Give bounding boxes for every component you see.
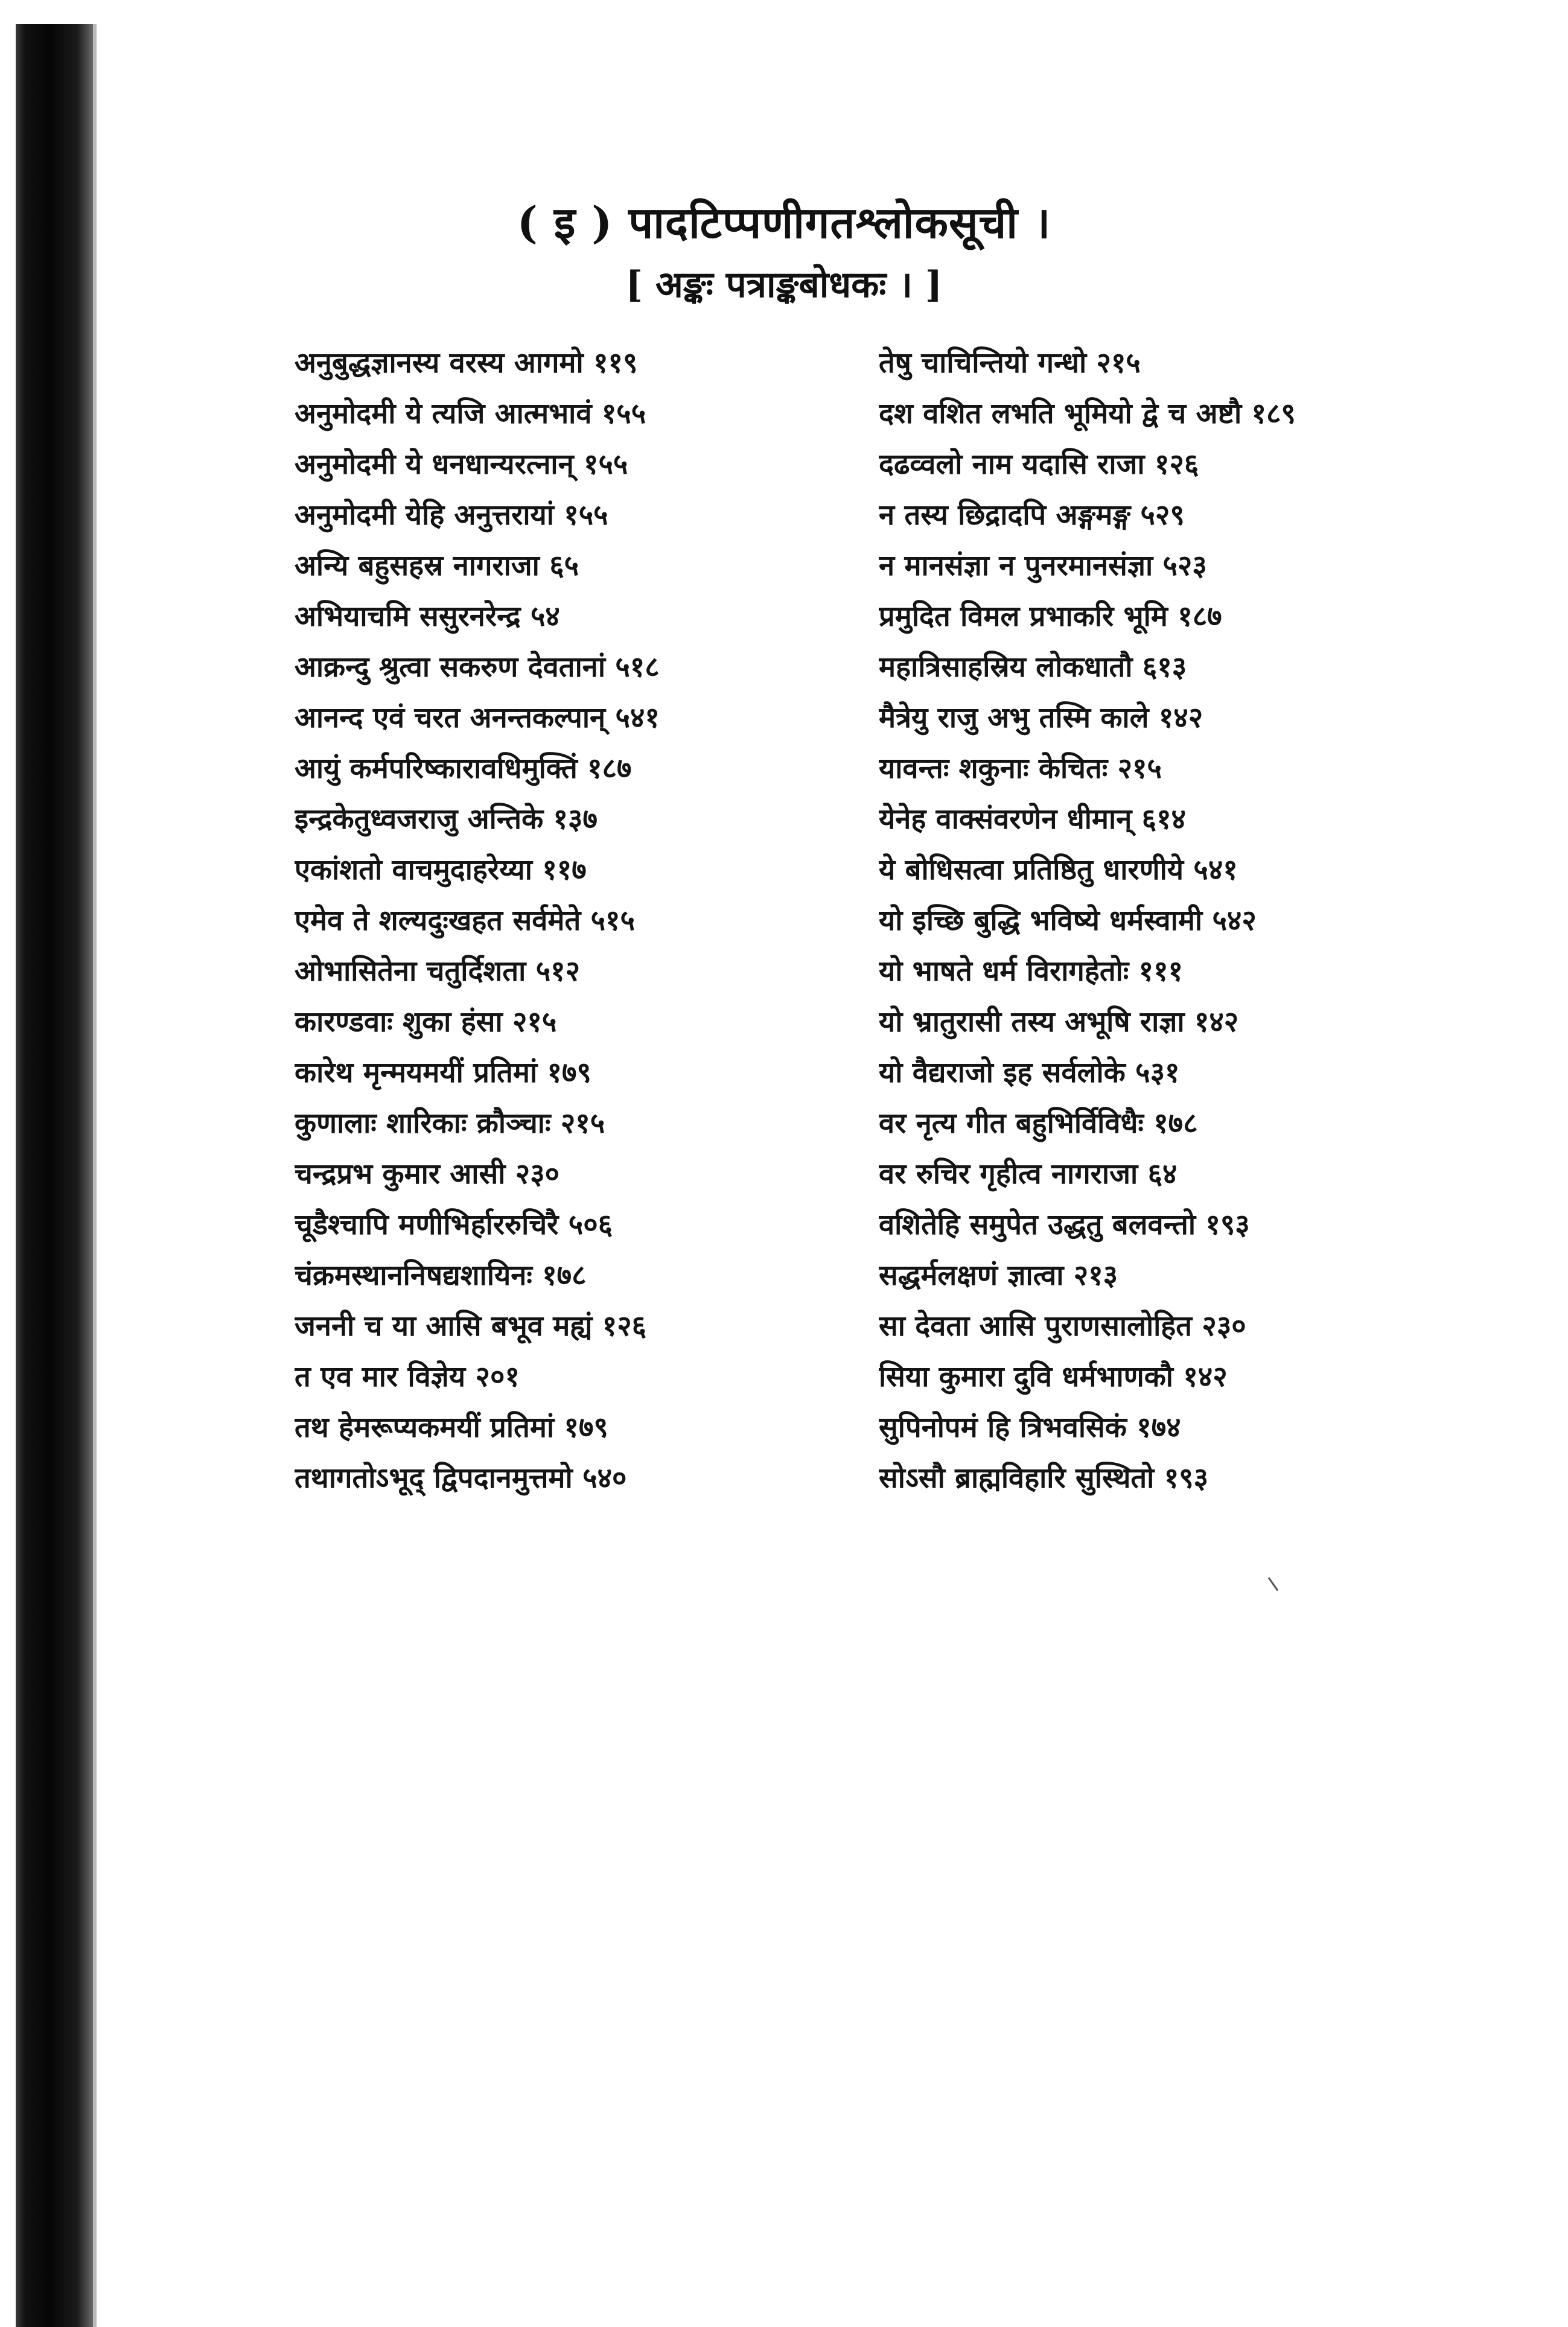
index-entry: प्रमुदित विमल प्रभाकरि भूमि १८७ <box>879 600 1222 633</box>
index-entry: इन्द्रकेतुध्वजराजु अन्तिके १३७ <box>295 803 598 836</box>
scan-mark <box>1268 1577 1278 1591</box>
index-entry: सद्धर्मलक्षणं ज्ञात्वा २१३ <box>879 1259 1118 1292</box>
index-entry: यो वैद्यराजो इह सर्वलोके ५३१ <box>879 1056 1180 1089</box>
index-entry: यो इच्छि बुद्धि भविष्ये धर्मस्वामी ५४२ <box>879 904 1257 937</box>
index-entry: अनुमोदमी ये त्यजि आत्मभावं १५५ <box>295 397 646 430</box>
index-entry: अन्यि बहुसहस्र नागराजा ६५ <box>295 549 579 582</box>
index-entry: त एव मार विज्ञेय २०१ <box>295 1360 520 1393</box>
index-entry: आनन्द एवं चरत अनन्तकल्पान् ५४१ <box>295 701 660 734</box>
index-entry: अनुमोदमी ये धनधान्यरत्नान् १५५ <box>295 448 628 481</box>
index-entry: ओभासितेना चतुर्दिशता ५१२ <box>295 955 581 988</box>
index-entry: कारेथ मृन्मयमयीं प्रतिमां १७९ <box>295 1056 591 1089</box>
page-subtitle: [ अङ्कः पत्राङ्कबोधकः । ] <box>625 264 943 306</box>
book-binding-edge <box>93 24 97 2327</box>
index-entry: एकांशतो वाचमुदाहरेय्या ११७ <box>295 853 587 887</box>
page-title: ( इ ) पादटिप्पणीगतश्लोकसूची । <box>517 197 1051 248</box>
index-entry: अभियाचमि ससुरनरेन्द्र ५४ <box>295 600 560 633</box>
index-entry: दश वशित लभति भूमियो द्वे च अष्टौ १८९ <box>879 397 1296 430</box>
index-entry: न तस्य छिद्रादपि अङ्गमङ्ग ५२९ <box>879 498 1185 532</box>
index-entry: सुपिनोपमं हि त्रिभवसिकं १७४ <box>879 1411 1181 1444</box>
index-entry: चंक्रमस्थाननिषद्यशायिनः १७८ <box>295 1259 587 1292</box>
index-entry: कारण्डवाः शुका हंसा २१५ <box>295 1005 557 1039</box>
index-entry: आयुं कर्मपरिष्कारावधिमुक्तिं १८७ <box>295 752 632 785</box>
index-column-left <box>295 338 898 1504</box>
index-entry: यावन्तः शकुनाः केचितः २१५ <box>879 752 1162 785</box>
index-entry: तथ हेमरूप्यकमयीं प्रतिमां १७९ <box>295 1411 608 1444</box>
index-entry: येनेह वाक्संवरणेन धीमान् ६१४ <box>879 803 1186 836</box>
index-entry: मैत्रेयु राजु अभु तस्मि काले १४२ <box>879 701 1203 734</box>
index-column-right <box>879 338 1512 1504</box>
index-entry: वशितेहि समुपेत उद्धतु बलवन्तो १९३ <box>879 1208 1250 1241</box>
index-entry: चूडैश्चापि मणीभिर्हाररुचिरै ५०६ <box>295 1208 613 1241</box>
index-entry: यो भाषते धर्म विरागहेतोः १११ <box>879 955 1183 988</box>
index-entry: दढव्वलो नाम यदासि राजा १२६ <box>879 448 1199 481</box>
index-entry: कुणालाः शारिकाः क्रौञ्चाः २१५ <box>295 1107 605 1140</box>
index-entry: एमेव ते शल्यदुःखहत सर्वमेते ५१५ <box>295 904 635 937</box>
index-entry: आक्रन्दु श्रुत्वा सकरुण देवतानां ५१८ <box>295 651 660 684</box>
index-entry: तथागतोऽभूद् द्विपदानमुत्तमो ५४० <box>295 1462 627 1495</box>
index-entry: अनुमोदमी येहि अनुत्तरायां १५५ <box>295 498 608 532</box>
index-entry: वर नृत्य गीत बहुभिर्विविधैः १७८ <box>879 1107 1198 1140</box>
book-binding-shadow <box>16 24 93 2327</box>
index-entry: महात्रिसाहस्रिय लोकधातौ ६१३ <box>879 651 1187 684</box>
index-entry: तेषु चाचिन्तियो गन्धो २१५ <box>879 346 1141 380</box>
index-entry: वर रुचिर गृहीत्व नागराजा ६४ <box>879 1157 1178 1191</box>
index-entry: सोऽसौ ब्राह्मविहारि सुस्थितो १९३ <box>879 1462 1209 1495</box>
index-entry: ये बोधिसत्वा प्रतिष्ठितु धारणीये ५४१ <box>879 853 1238 887</box>
index-entry: यो भ्रातुरासी तस्य अभूषि राज्ञा १४२ <box>879 1005 1239 1039</box>
index-entry: न मानसंज्ञा न पुनरमानसंज्ञा ५२३ <box>879 549 1207 582</box>
index-entry: जननी च या आसि बभूव मह्यं १२६ <box>295 1310 647 1343</box>
index-entry: चन्द्रप्रभ कुमार आसी २३० <box>295 1157 560 1191</box>
index-entry: सिया कुमारा दुवि धर्मभाणकौ १४२ <box>879 1360 1228 1393</box>
index-entry: सा देवता आसि पुराणसालोहित २३० <box>879 1310 1246 1343</box>
index-entry: अनुबुद्धज्ञानस्य वरस्य आगमो ११९ <box>295 346 638 380</box>
